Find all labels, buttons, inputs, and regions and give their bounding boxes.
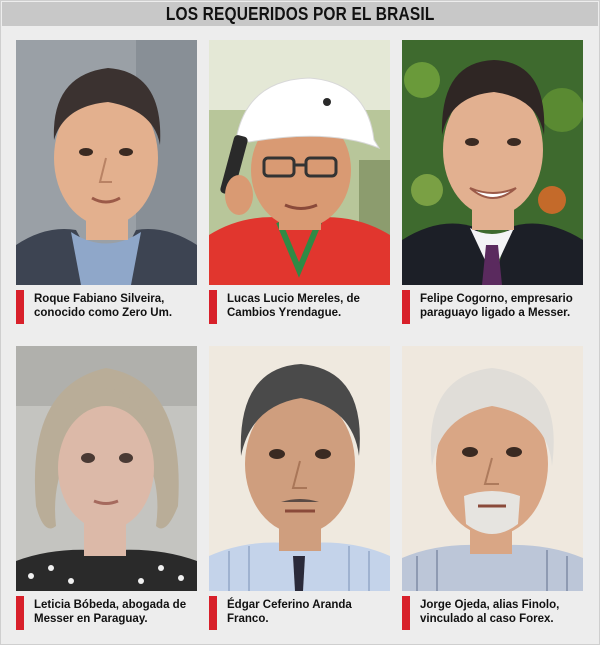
caption-accent-bar [16, 596, 24, 630]
section-header [2, 2, 598, 26]
person-name-caption: Lucas Lucio Mereles, de Cambios Yrendague. [227, 293, 360, 319]
person-name-caption: Roque Fabiano Silveira, conocido como Zero Um. [34, 293, 173, 319]
caption-accent-bar [16, 290, 24, 324]
caption-accent-bar [209, 596, 217, 630]
section-title: LOS REQUERIDOS POR EL BRASIL [165, 3, 435, 24]
portrait-photo [16, 346, 197, 591]
person-caption [209, 596, 390, 636]
person-caption [402, 596, 583, 636]
person-name-caption: Leticia Bóbeda, abogada de Messer en Paraguay. [34, 599, 187, 625]
portrait-photo [402, 346, 583, 591]
person-name-caption: Felipe Cogorno, empresario paraguayo ligado a Messer. [420, 293, 573, 319]
person-caption [16, 290, 197, 330]
caption-accent-bar [402, 596, 410, 630]
portrait-photo [402, 40, 583, 285]
person-name-caption: Édgar Ceferino Aranda Franco. [227, 599, 352, 625]
caption-accent-bar [402, 290, 410, 324]
person-caption [16, 596, 197, 636]
person-name-caption: Jorge Ojeda, alias Finolo, vinculado al caso Forex. [420, 599, 560, 625]
caption-accent-bar [209, 290, 217, 324]
portrait-photo [209, 346, 390, 591]
portrait-photo [16, 40, 197, 285]
person-caption [402, 290, 583, 330]
person-caption [209, 290, 390, 330]
portrait-photo [209, 40, 390, 285]
